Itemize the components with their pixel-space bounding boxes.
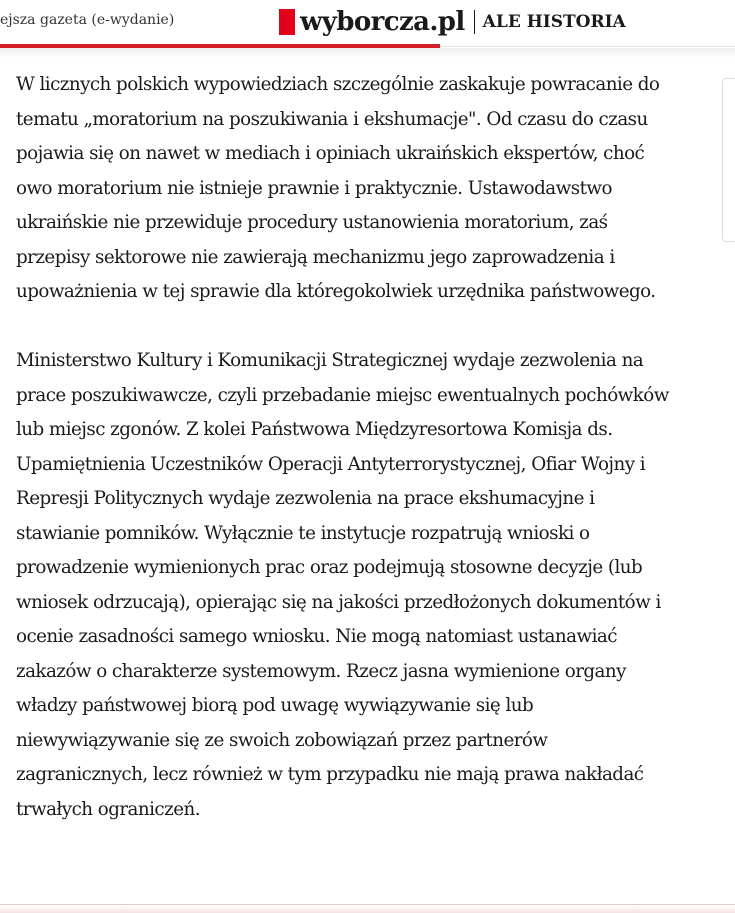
page-bottom-edge bbox=[0, 904, 735, 913]
section-title[interactable]: ALE HISTORIA bbox=[482, 12, 626, 32]
logo-divider bbox=[474, 10, 475, 34]
logo-red-square-icon bbox=[279, 9, 295, 35]
site-logo[interactable]: wyborcza.pl bbox=[300, 7, 465, 37]
article-paragraph: W licznych polskich wypowiedziach szczególnie zaskakuje powracanie do tematu „moratorium na poszukiwania i ekshumacje". Od czasu do czasu pojawia się on nawet w mediach i opiniach ukraińskich ekspertów, choć owo moratorium nie istnieje prawnie i praktycznie. Ustawodawstwo ukraińskie nie przewiduje procedury ustanowienia moratorium, zaś przepisy sektorowe nie zawierają mechanizmu jego zaprowadzenia i upoważnienia w tej sprawie dla któregokolwiek urzędnika państwowego. bbox=[16, 74, 660, 302]
article-paragraph: Ministerstwo Kultury i Komunikacji Strategicznej wydaje zezwolenia na prace poszukiwawcze, czyli przebadanie miejsc ewentualnych pochówków lub miejsc zgonów. Z kolei Państwowa Międzyresortowa Komisja ds. Upamiętnienia Uczestników Operacji Antyterrorystycznej, Ofiar Wojny i Represji Politycznych wydaje zezwolenia na prace ekshumacyjne i stawianie pomników. Wyłącznie te instytucje rozpatrują wnioski o prowadzenie wymienionych prac oraz podejmują stosowne decyzje (lub wniosek odrzucają), opierając się na jakości przedłożonych dokumentów i ocenie zasadności samego wniosku. Nie mogą natomiast ustanawiać zakazów o charakterze systemowym. Rzecz jasna wymienione organy władzy państwowej biorą pod uwagę wywiązywanie się lub niewywiązywanie się ze swoich zobowiązań przez partnerów zagranicznych, lecz również w tym przypadku nie mają prawa nakładać trwałych ograniczeń. bbox=[16, 350, 669, 820]
brand-logo-group[interactable] bbox=[279, 4, 626, 40]
article-body bbox=[16, 68, 671, 827]
top-header bbox=[0, 0, 735, 44]
header-divider-line bbox=[440, 46, 735, 47]
sidebar-widget bbox=[722, 78, 735, 242]
header-shadow bbox=[0, 48, 735, 58]
e-edition-link[interactable]: ejsza gazeta (e-wydanie) bbox=[0, 12, 175, 28]
